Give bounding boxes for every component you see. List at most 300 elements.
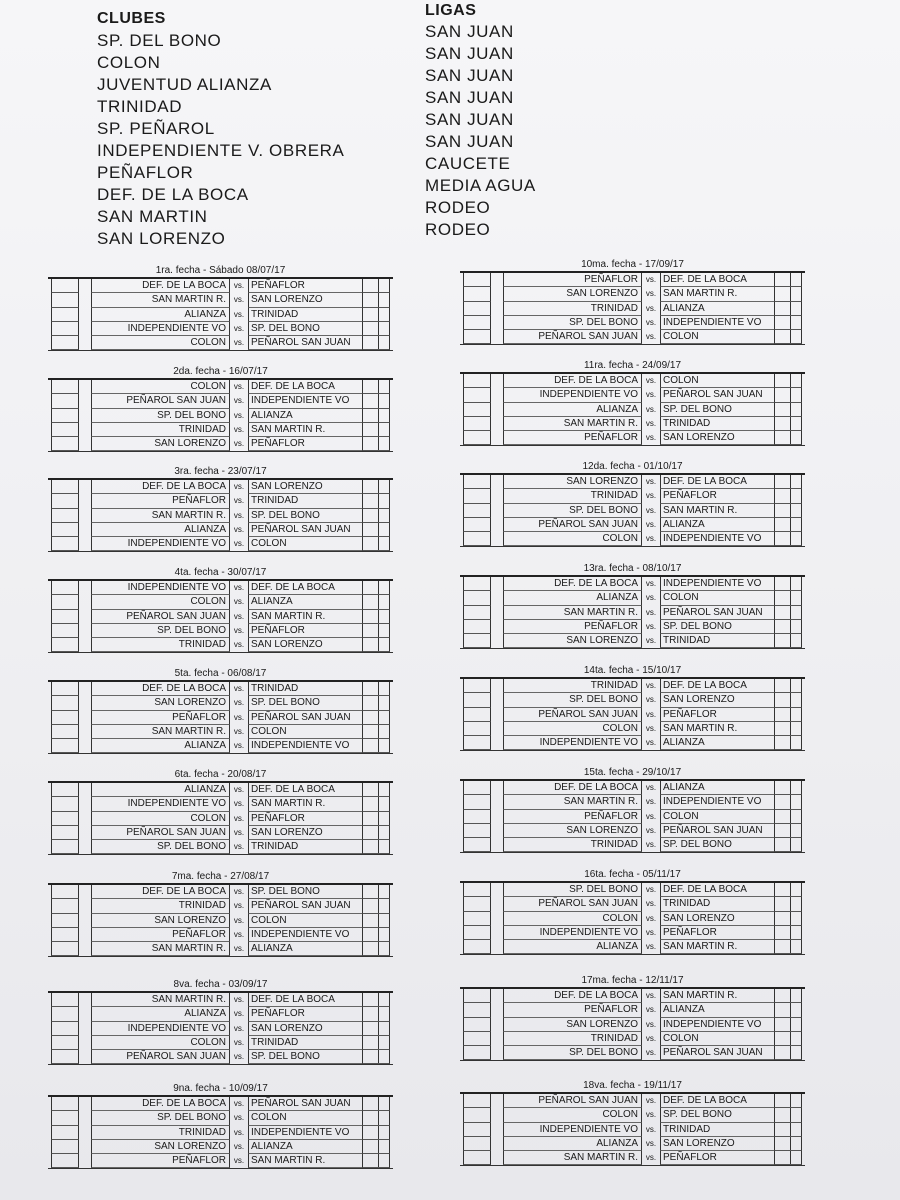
away-team: INDEPENDIENTE VO: [248, 1126, 379, 1140]
home-score-cell: [51, 279, 79, 293]
home-team: PEÑAROL SAN JUAN: [91, 1050, 230, 1064]
vs-label: vs.: [233, 1023, 245, 1033]
home-score-cell: [51, 725, 79, 739]
vs-label: vs.: [233, 1113, 245, 1123]
home-score-cell: [51, 610, 79, 624]
home-score-cell: [463, 287, 491, 301]
away-score-cell: [362, 595, 390, 609]
round-block: [48, 768, 393, 855]
home-team: PEÑAROL SAN JUAN: [503, 1094, 642, 1108]
home-team: INDEPENDIENTE VO: [503, 1123, 642, 1137]
round-block: [460, 868, 805, 955]
away-score-cell: [362, 812, 390, 826]
home-team: SAN LORENZO: [91, 696, 230, 710]
home-score-cell: [51, 523, 79, 537]
home-score-cell: [463, 1094, 491, 1108]
away-team: ALIANZA: [248, 942, 379, 956]
home-score-cell: [51, 1097, 79, 1111]
home-score-cell: [51, 624, 79, 638]
vs-label: vs.: [645, 289, 657, 299]
vs-label: vs.: [233, 281, 245, 290]
away-team: PEÑAFLOR: [248, 279, 379, 293]
round-title: 11ra. fecha - 24/09/17: [583, 360, 682, 371]
vs-label: vs.: [233, 1052, 245, 1062]
away-score-cell: [362, 638, 390, 652]
match-row: [460, 722, 805, 736]
club-name: SP. PEÑAROL: [97, 119, 215, 138]
away-team: SP. DEL BONO: [248, 1050, 379, 1064]
away-team: TRINIDAD: [660, 1123, 791, 1137]
away-score-cell: [362, 437, 390, 451]
away-team: TRINIDAD: [248, 1036, 379, 1050]
away-score-cell: [774, 504, 802, 518]
vs-label: vs.: [645, 404, 657, 414]
match-row: [460, 620, 805, 634]
away-team: TRINIDAD: [248, 308, 379, 322]
home-score-cell: [463, 838, 491, 852]
home-score-cell: [51, 899, 79, 913]
home-team: COLON: [91, 1036, 230, 1050]
home-team: DEF. DE LA BOCA: [503, 577, 642, 591]
away-team: INDEPENDIENTE VO: [248, 739, 379, 753]
away-team: SP. DEL BONO: [248, 696, 379, 710]
match-row: [460, 926, 805, 940]
home-team: PEÑAROL SAN JUAN: [91, 826, 230, 840]
away-score-cell: [362, 537, 390, 551]
match-row: [48, 711, 393, 725]
vs-label: vs.: [233, 1141, 245, 1151]
match-row: [460, 287, 805, 301]
round-title: 18va. fecha - 19/11/17: [583, 1080, 682, 1091]
away-team: COLON: [660, 330, 791, 344]
vs-label: vs.: [645, 579, 657, 588]
away-team: INDEPENDIENTE VO: [248, 928, 379, 942]
home-team: INDEPENDIENTE VO: [91, 322, 230, 336]
round-title: 6ta. fecha - 20/08/17: [174, 769, 267, 780]
vs-label: vs.: [645, 1096, 657, 1105]
vs-label: vs.: [233, 510, 245, 520]
away-score-cell: [774, 989, 802, 1003]
match-row: [460, 1032, 805, 1046]
away-score-cell: [774, 810, 802, 824]
match-row: [460, 1123, 805, 1137]
round-block: [48, 1082, 393, 1169]
vs-label: vs.: [645, 1138, 657, 1148]
home-team: SAN LORENZO: [91, 437, 230, 451]
away-score-cell: [362, 942, 390, 956]
match-row: [48, 624, 393, 638]
match-row: [48, 494, 393, 508]
round-block: [460, 460, 805, 547]
home-team: DEF. DE LA BOCA: [503, 989, 642, 1003]
away-score-cell: [362, 322, 390, 336]
match-row: [460, 1151, 805, 1165]
home-team: DEF. DE LA BOCA: [503, 781, 642, 795]
away-score-cell: [774, 620, 802, 634]
round-table: [48, 277, 393, 351]
match-row: [460, 693, 805, 707]
round-table: [460, 372, 805, 446]
home-score-cell: [51, 682, 79, 696]
round-table: [460, 677, 805, 751]
round-table: [460, 881, 805, 955]
round-title: 15ta. fecha - 29/10/17: [583, 767, 682, 778]
match-row: [48, 783, 393, 797]
home-score-cell: [51, 826, 79, 840]
away-team: PEÑAFLOR: [660, 1151, 791, 1165]
away-score-cell: [774, 388, 802, 402]
home-score-cell: [463, 374, 491, 388]
away-team: DEF. DE LA BOCA: [248, 581, 379, 595]
match-row: [460, 679, 805, 693]
home-team: ALIANZA: [503, 1137, 642, 1151]
away-score-cell: [774, 897, 802, 911]
home-score-cell: [463, 620, 491, 634]
away-team: DEF. DE LA BOCA: [660, 883, 791, 897]
round-title: 12da. fecha - 01/10/17: [582, 461, 683, 472]
vs-label: vs.: [233, 785, 245, 794]
away-team: PEÑAROL SAN JUAN: [248, 711, 379, 725]
home-score-cell: [463, 489, 491, 503]
away-score-cell: [362, 624, 390, 638]
away-score-cell: [774, 273, 802, 287]
home-team: TRINIDAD: [91, 1126, 230, 1140]
vs-label: vs.: [233, 382, 245, 391]
home-score-cell: [463, 795, 491, 809]
match-row: [460, 489, 805, 503]
away-team: SP. DEL BONO: [660, 620, 791, 634]
away-team: TRINIDAD: [248, 682, 379, 696]
home-score-cell: [51, 581, 79, 595]
home-score-cell: [463, 736, 491, 750]
home-score-cell: [51, 1140, 79, 1154]
match-row: [48, 480, 393, 494]
away-score-cell: [774, 302, 802, 316]
home-score-cell: [463, 316, 491, 330]
away-team: INDEPENDIENTE VO: [660, 1018, 791, 1032]
home-score-cell: [51, 293, 79, 307]
away-team: SAN MARTIN R.: [660, 287, 791, 301]
round-table: [48, 1095, 393, 1169]
match-row: [460, 577, 805, 591]
away-score-cell: [774, 1018, 802, 1032]
home-score-cell: [463, 273, 491, 287]
home-team: SAN LORENZO: [503, 287, 642, 301]
round-title: 13ra. fecha - 08/10/17: [583, 563, 682, 574]
match-row: [48, 336, 393, 350]
home-score-cell: [463, 504, 491, 518]
round-table: [48, 883, 393, 957]
home-score-cell: [51, 711, 79, 725]
match-row: [460, 1003, 805, 1017]
round-title: 7ma. fecha - 27/08/17: [171, 871, 270, 882]
round-block: [48, 978, 393, 1065]
away-team: SAN LORENZO: [660, 693, 791, 707]
away-team: SAN LORENZO: [248, 638, 379, 652]
club-name: DEF. DE LA BOCA: [97, 185, 249, 204]
away-team: ALIANZA: [660, 518, 791, 532]
away-team: DEF. DE LA BOCA: [248, 380, 379, 394]
away-score-cell: [362, 509, 390, 523]
away-team: PEÑAROL SAN JUAN: [660, 388, 791, 402]
vs-label: vs.: [233, 611, 245, 621]
away-team: TRINIDAD: [248, 840, 379, 854]
club-liga: SAN JUAN: [425, 132, 514, 151]
match-row: [48, 509, 393, 523]
vs-label: vs.: [233, 929, 245, 939]
away-score-cell: [774, 287, 802, 301]
home-score-cell: [51, 914, 79, 928]
away-team: PEÑAROL SAN JUAN: [660, 824, 791, 838]
round-block: [48, 566, 393, 653]
home-team: SAN MARTIN R.: [91, 725, 230, 739]
away-score-cell: [362, 711, 390, 725]
away-team: DEF. DE LA BOCA: [248, 783, 379, 797]
round-block: [48, 365, 393, 452]
vs-label: vs.: [645, 317, 657, 327]
vs-label: vs.: [645, 303, 657, 313]
home-team: COLON: [503, 532, 642, 546]
away-team: DEF. DE LA BOCA: [660, 273, 791, 287]
match-row: [48, 638, 393, 652]
home-score-cell: [463, 475, 491, 489]
away-score-cell: [362, 494, 390, 508]
away-score-cell: [362, 696, 390, 710]
home-team: DEF. DE LA BOCA: [91, 1097, 230, 1111]
home-score-cell: [51, 1111, 79, 1125]
vs-label: vs.: [233, 583, 245, 592]
match-row: [460, 504, 805, 518]
home-team: COLON: [503, 1108, 642, 1122]
vs-label: vs.: [233, 539, 245, 549]
home-team: SAN MARTIN R.: [91, 942, 230, 956]
match-row: [460, 883, 805, 897]
home-score-cell: [463, 989, 491, 1003]
away-team: SAN LORENZO: [248, 293, 379, 307]
vs-label: vs.: [233, 1156, 245, 1166]
away-score-cell: [774, 926, 802, 940]
away-score-cell: [774, 1137, 802, 1151]
away-team: INDEPENDIENTE VO: [660, 577, 791, 591]
away-team: PEÑAFLOR: [248, 437, 379, 451]
home-score-cell: [51, 1154, 79, 1168]
club-list: [97, 30, 344, 250]
home-score-cell: [51, 1036, 79, 1050]
away-team: INDEPENDIENTE VO: [660, 316, 791, 330]
match-row: [48, 840, 393, 854]
home-score-cell: [463, 824, 491, 838]
match-row: [48, 812, 393, 826]
vs-label: vs.: [233, 698, 245, 708]
vs-label: vs.: [645, 332, 657, 342]
vs-label: vs.: [645, 709, 657, 719]
vs-label: vs.: [233, 1099, 245, 1108]
away-team: SAN MARTIN R.: [660, 940, 791, 954]
vs-label: vs.: [233, 482, 245, 491]
club-name: INDEPENDIENTE V. OBRERA: [97, 141, 345, 160]
vs-label: vs.: [645, 681, 657, 690]
away-team: TRINIDAD: [660, 417, 791, 431]
away-team: PEÑAFLOR: [660, 926, 791, 940]
away-score-cell: [362, 293, 390, 307]
away-score-cell: [774, 489, 802, 503]
vs-label: vs.: [645, 1153, 657, 1163]
round-table: [460, 473, 805, 547]
round-title: 3ra. fecha - 23/07/17: [174, 466, 267, 477]
round-block: [460, 766, 805, 853]
round-block: [48, 465, 393, 552]
match-row: [460, 912, 805, 926]
vs-label: vs.: [233, 712, 245, 722]
away-team: SAN LORENZO: [248, 480, 379, 494]
match-row: [460, 273, 805, 287]
home-score-cell: [51, 480, 79, 494]
match-row: [48, 409, 393, 423]
match-row: [460, 708, 805, 722]
vs-label: vs.: [645, 695, 657, 705]
away-team: COLON: [660, 1032, 791, 1046]
round-table: [460, 271, 805, 345]
away-team: PEÑAROL SAN JUAN: [660, 1046, 791, 1060]
home-team: SAN MARTIN R.: [503, 1151, 642, 1165]
home-score-cell: [463, 532, 491, 546]
home-team: TRINIDAD: [503, 1032, 642, 1046]
home-score-cell: [463, 897, 491, 911]
away-score-cell: [774, 1094, 802, 1108]
home-score-cell: [463, 606, 491, 620]
round-title: 16ta. fecha - 05/11/17: [584, 869, 681, 880]
away-score-cell: [362, 1007, 390, 1021]
home-team: SAN MARTIN R.: [503, 417, 642, 431]
away-team: TRINIDAD: [660, 634, 791, 648]
home-team: SP. DEL BONO: [91, 409, 230, 423]
away-score-cell: [362, 394, 390, 408]
home-team: PEÑAFLOR: [503, 810, 642, 824]
away-team: SAN MARTIN R.: [248, 610, 379, 624]
away-score-cell: [362, 826, 390, 840]
round-block: [48, 667, 393, 754]
round-title: 9na. fecha - 10/09/17: [173, 1083, 268, 1094]
away-score-cell: [774, 795, 802, 809]
away-score-cell: [774, 532, 802, 546]
club-liga: SAN JUAN: [425, 110, 514, 129]
match-row: [460, 302, 805, 316]
home-team: TRINIDAD: [91, 638, 230, 652]
away-team: SAN MARTIN R.: [660, 989, 791, 1003]
away-score-cell: [362, 581, 390, 595]
away-team: COLON: [248, 537, 379, 551]
away-score-cell: [774, 634, 802, 648]
round-block: [460, 1079, 805, 1166]
match-row: [460, 940, 805, 954]
match-row: [460, 897, 805, 911]
vs-label: vs.: [645, 723, 657, 733]
home-score-cell: [463, 679, 491, 693]
vs-label: vs.: [645, 275, 657, 284]
away-score-cell: [362, 682, 390, 696]
vs-label: vs.: [233, 726, 245, 736]
away-score-cell: [774, 824, 802, 838]
away-score-cell: [774, 591, 802, 605]
home-score-cell: [463, 708, 491, 722]
match-row: [460, 388, 805, 402]
home-score-cell: [463, 302, 491, 316]
home-team: SAN LORENZO: [91, 1140, 230, 1154]
away-score-cell: [774, 518, 802, 532]
vs-label: vs.: [233, 439, 245, 449]
round-table: [460, 1092, 805, 1166]
round-block: [460, 562, 805, 649]
away-team: DEF. DE LA BOCA: [660, 475, 791, 489]
home-score-cell: [51, 797, 79, 811]
home-team: COLON: [91, 812, 230, 826]
away-score-cell: [774, 577, 802, 591]
away-score-cell: [362, 523, 390, 537]
vs-label: vs.: [645, 390, 657, 400]
round-table: [460, 779, 805, 853]
home-team: DEF. DE LA BOCA: [91, 279, 230, 293]
club-name: SAN LORENZO: [97, 229, 226, 248]
match-row: [460, 431, 805, 445]
home-team: DEF. DE LA BOCA: [503, 374, 642, 388]
home-score-cell: [463, 431, 491, 445]
home-score-cell: [463, 1123, 491, 1137]
match-row: [48, 293, 393, 307]
away-score-cell: [774, 693, 802, 707]
home-team: COLON: [503, 722, 642, 736]
home-score-cell: [463, 577, 491, 591]
vs-label: vs.: [645, 491, 657, 501]
match-row: [460, 634, 805, 648]
home-score-cell: [51, 308, 79, 322]
away-team: PEÑAFLOR: [660, 489, 791, 503]
away-score-cell: [774, 417, 802, 431]
home-team: DEF. DE LA BOCA: [91, 885, 230, 899]
home-score-cell: [51, 494, 79, 508]
match-row: [48, 914, 393, 928]
match-row: [460, 330, 805, 344]
match-row: [460, 824, 805, 838]
vs-label: vs.: [233, 496, 245, 506]
match-row: [48, 1097, 393, 1111]
home-team: SAN LORENZO: [503, 824, 642, 838]
round-table: [48, 579, 393, 653]
away-score-cell: [774, 475, 802, 489]
match-row: [460, 591, 805, 605]
match-row: [48, 595, 393, 609]
away-score-cell: [362, 928, 390, 942]
away-team: ALIANZA: [660, 781, 791, 795]
vs-label: vs.: [233, 887, 245, 896]
away-team: PEÑAFLOR: [248, 624, 379, 638]
home-score-cell: [463, 388, 491, 402]
vs-label: vs.: [645, 477, 657, 486]
match-row: [48, 423, 393, 437]
away-score-cell: [774, 431, 802, 445]
vs-label: vs.: [233, 813, 245, 823]
match-row: [48, 523, 393, 537]
home-score-cell: [51, 840, 79, 854]
home-score-cell: [51, 783, 79, 797]
home-score-cell: [463, 1032, 491, 1046]
away-score-cell: [362, 610, 390, 624]
match-row: [460, 795, 805, 809]
home-score-cell: [51, 1126, 79, 1140]
away-team: PEÑAFLOR: [660, 708, 791, 722]
vs-label: vs.: [233, 323, 245, 333]
round-table: [48, 991, 393, 1065]
club-liga: CAUCETE: [425, 154, 511, 173]
